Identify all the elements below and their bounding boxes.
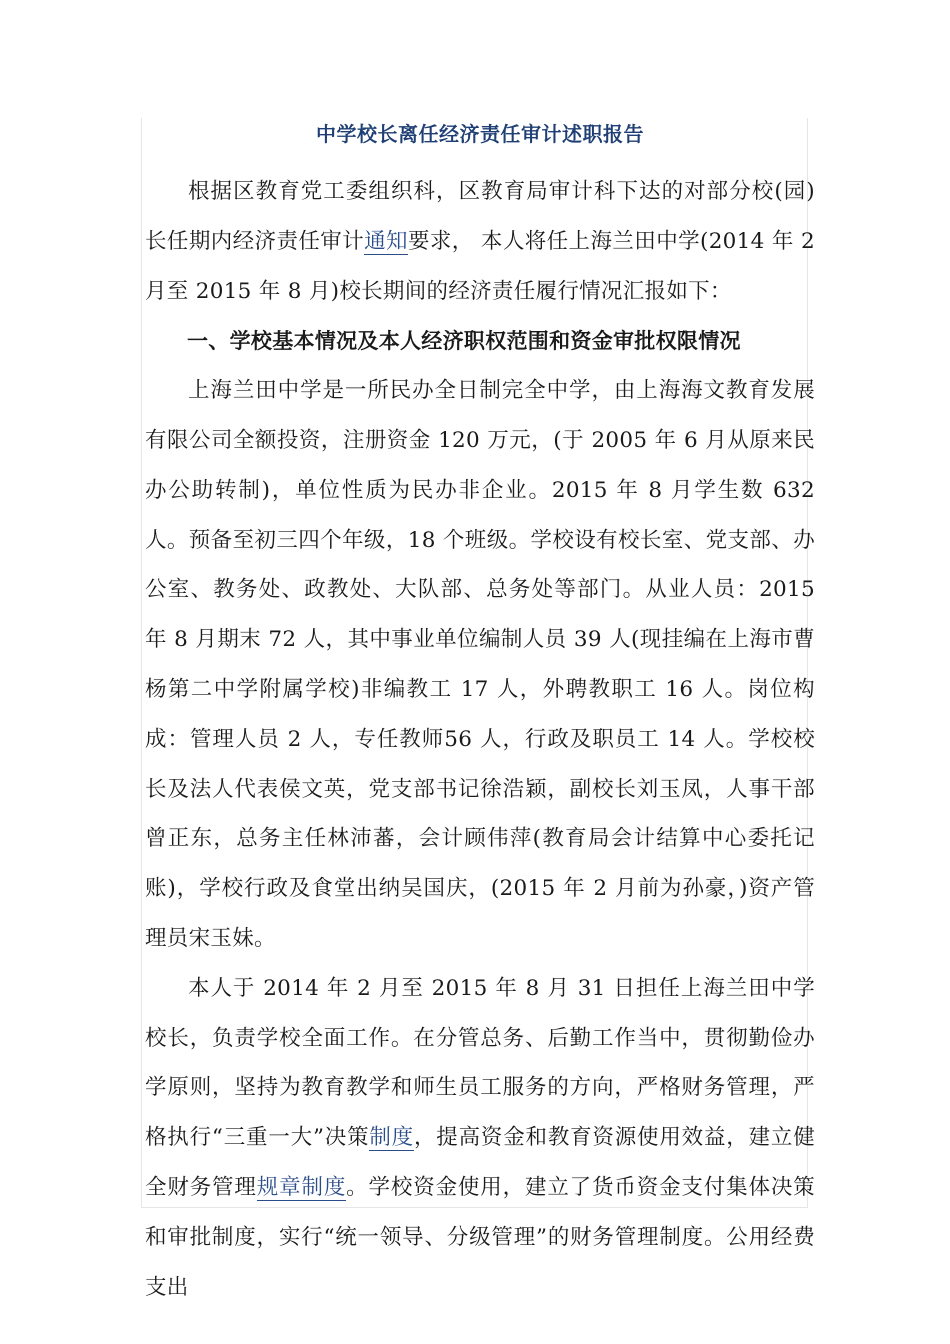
document-body <box>145 116 815 1312</box>
paragraph-responsibilities-text-1: 本人于 2014 年 2 月至 2015 年 8 月 31 日担任上海兰田中学校长，负责学校全面工作。在分管总务、后勤工作当中，贯彻勤俭办学原则，坚持为教育教学和师生员工服务的方向，严格财务管理，严格执行“三重一大”决策 <box>145 975 815 1151</box>
paragraph-intro-text-after: 要求， 本人将任上海兰田中学(2014 年 2 月至 2015 年 8 月)校长期间的经济责任履行情况汇报如下： <box>145 228 815 304</box>
notice-link[interactable]: 通知 <box>364 228 408 254</box>
paragraph-school-info: 上海兰田中学是一所民办全日制完全中学，由上海海文教育发展有限公司全额投资，注册资金 120 万元，(于 2005 年 6 月从原来民办公助转制)，单位性质为民办非企业。2015 年 8 月学生数 632 人。预备至初三四个年级，18 个班级。学校设有校长室、党支部、办公室、教务处、政教处、大队部、总务处等部门。从业人员：2015 年 8 月期末 72 人，其中事业单位编制人员 39 人(现挂编在上海市曹杨第二中学附属学校)非编教工 17 人，外聘教职工 16 人。岗位构成：管理人员 2 人，专任教师56 人，行政及职员工 14 人。学校校长及法人代表侯文英，党支部书记徐浩颖，副校长刘玉凤，人事干部曾正东，总务主任林沛蕃，会计顾伟萍(教育局会计结算中心委托记账)，学校行政及食堂出纳吴国庆，(2015 年 2 月前为孙豪，)资产管理员宋玉妹。 <box>145 378 815 951</box>
paragraph-responsibilities <box>145 964 815 1313</box>
paragraph-intro-text-before: 根据区教育党工委组织科，区教育局审计科下达的对部分校(园)长任期内经济责任审计 <box>145 179 815 254</box>
document-title: 中学校长离任经济责任审计述职报告 <box>316 122 644 146</box>
paragraph-responsibilities-text-3: 。学校资金使用，建立了货币资金支付集体决策和审批制度，实行“统一领导、分级管理”的财务管理制度。公用经费支出 <box>145 1174 815 1300</box>
paragraph-intro <box>145 167 815 316</box>
section-heading-1: 一、学校基本情况及本人经济职权范围和资金审批权限情况 <box>187 328 741 354</box>
rules-system-link[interactable]: 规章制度 <box>256 1174 347 1200</box>
paragraph-responsibilities-text-2: ，提高资金和教育资源使用效益，建立健全财务管理 <box>145 1125 815 1200</box>
system-link[interactable]: 制度 <box>369 1125 414 1151</box>
